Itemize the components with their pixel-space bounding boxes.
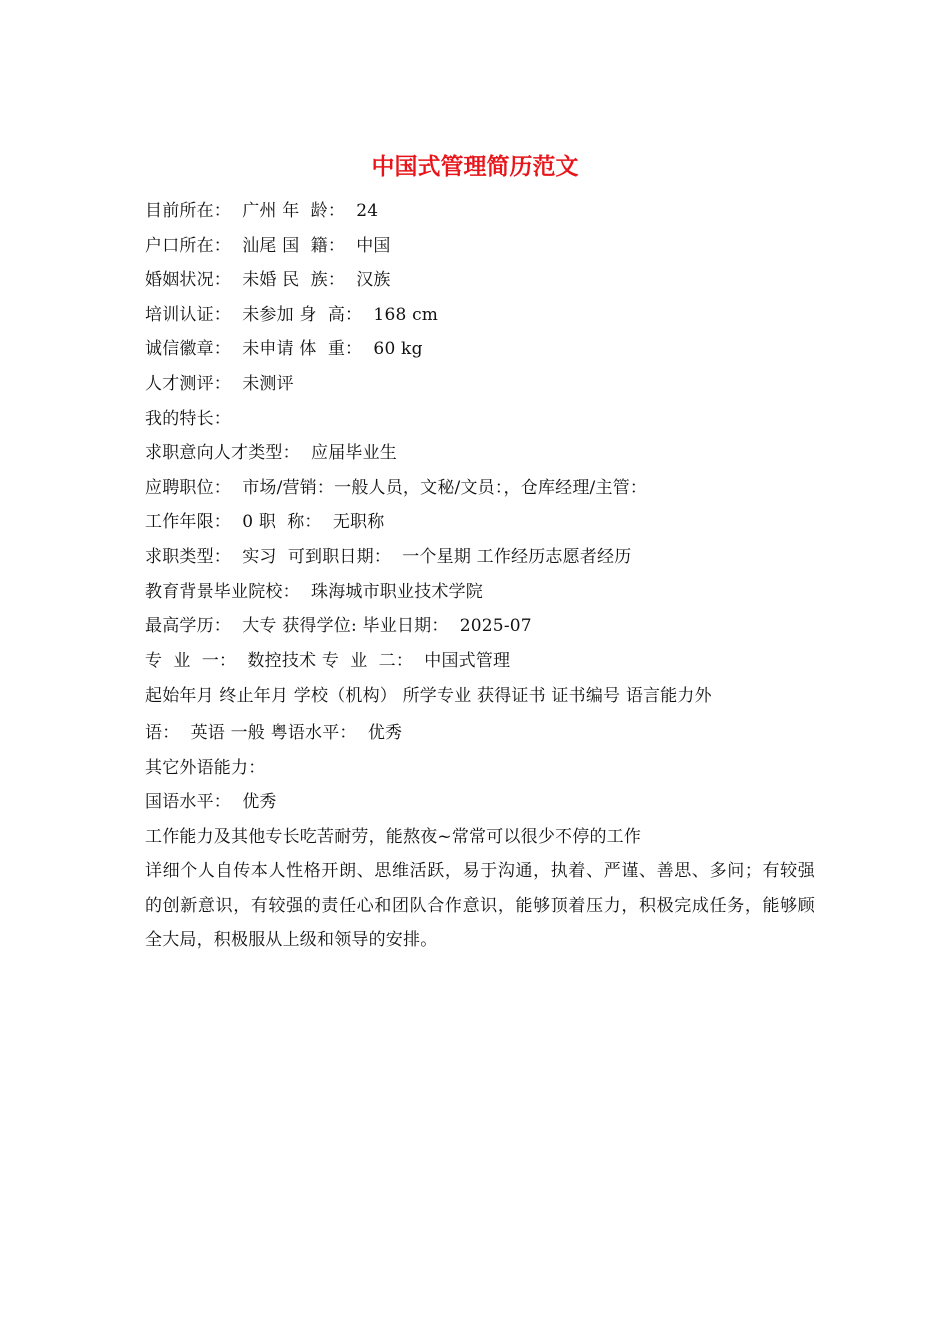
line-highest-degree: 最高学历： 大专 获得学位: 毕业日期： 2025-07 xyxy=(145,616,532,637)
line-credit-badge: 诚信徽章： 未申请 体 重： 60 kg xyxy=(145,339,423,360)
line-specialty: 我的特长： xyxy=(145,408,231,429)
line-talent-assessment: 人才测评： 未测评 xyxy=(145,373,294,394)
line-hukou: 户口所在： 汕尾 国 籍： 中国 xyxy=(145,235,391,256)
document-title: 中国式管理简历范文 xyxy=(371,154,579,180)
self-introduction: 详细个人自传本人性格开朗、思维活跃，易于沟通，执着、严谨、善思、多问；有较强的创新意识，有较强的责任心和团队合作意识，能够顶着压力，积极完成任务，能够顾全大局，积极服从上级和领导的安排。 xyxy=(145,861,815,951)
line-work-years: 工作年限： 0 职 称： 无职称 xyxy=(145,512,385,533)
line-other-language: 其它外语能力： xyxy=(145,757,266,778)
line-language: 语： 英语 一般 粤语水平： 优秀 xyxy=(145,722,403,743)
line-applied-position: 应聘职位： 市场/营销：一般人员，文秘/文员：，仓库经理/主管： xyxy=(145,477,648,498)
line-education-header: 起始年月 终止年月 学校（机构） 所学专业 获得证书 证书编号 语言能力外 xyxy=(145,686,712,707)
resume-body xyxy=(145,194,815,958)
line-job-type: 求职类型： 实习 可到职日期： 一个星期 工作经历志愿者经历 xyxy=(145,546,632,567)
line-marital-status: 婚姻状况： 未婚 民 族： 汉族 xyxy=(145,270,391,291)
line-work-ability: 工作能力及其他专长吃苦耐劳，能熬夜~常常可以很少不停的工作 xyxy=(145,826,642,847)
line-mandarin-level: 国语水平： 优秀 xyxy=(145,792,277,813)
line-majors: 专 业 一： 数控技术 专 业 二： 中国式管理 xyxy=(145,650,511,671)
line-current-location: 目前所在： 广州 年 龄： 24 xyxy=(145,201,379,221)
line-job-intention: 求职意向人才类型： 应届毕业生 xyxy=(145,443,398,464)
line-education-school: 教育背景毕业院校： 珠海城市职业技术学院 xyxy=(145,581,484,602)
line-training-cert: 培训认证： 未参加 身 高： 168 cm xyxy=(145,304,439,325)
